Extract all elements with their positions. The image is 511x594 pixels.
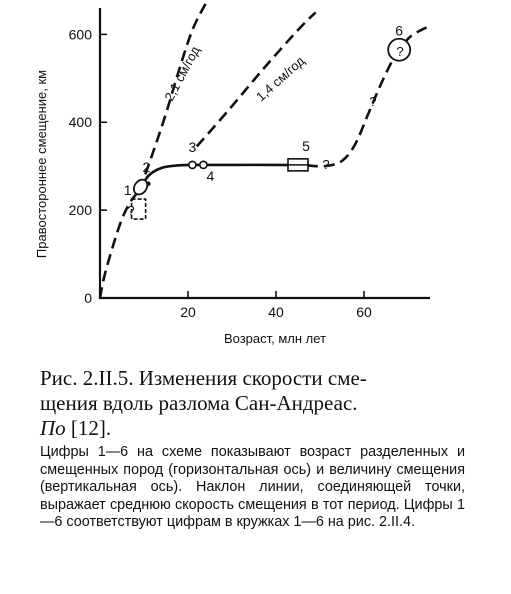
caption-body: Цифры 1—6 на схеме показывают возраст разделенных и смещенных пород (горизонтальная ось) и величину смещения (вертикальная ось). Наклон линии, соединяющей точки, выражает среднюю скорость смещения в тот период. Цифры 1—6 соответствуют цифрам в кружках 1—6 на рис. 2.II.4.	[40, 444, 465, 531]
point-label-2: 2	[142, 158, 151, 175]
x-axis-title: Возраст, млн лет	[223, 331, 327, 346]
y-tick-label-3: 600	[68, 26, 92, 43]
rate-label-1-4: 1,4 см/год	[252, 53, 308, 105]
y-axis-title: Правостороннее смещение, км	[34, 69, 49, 259]
chart-markers	[124, 23, 410, 219]
x-tick-label-0: 20	[180, 304, 196, 320]
question-mark-curve: ?	[369, 94, 377, 109]
caption-line-2: щения вдоль разлома Сан-Андреас.	[40, 391, 358, 415]
caption-source-ref: [12].	[65, 416, 112, 440]
question-mark-6: ?	[396, 44, 404, 59]
rate-label-2-1: 2,1 см/год	[161, 43, 203, 104]
caption-source-italic: По	[40, 416, 66, 440]
caption-line-3	[40, 416, 465, 441]
y-tick-label-0: 0	[84, 290, 92, 306]
y-tick-label-1: 200	[68, 202, 92, 219]
point-label-5: 5	[302, 137, 310, 154]
x-tick-label-1: 40	[268, 304, 284, 320]
series-line-1	[140, 165, 307, 190]
point-marker-2	[146, 182, 150, 186]
caption-line-1: Рис. 2.II.5. Изменения скорости сме-	[40, 366, 367, 390]
point-marker-3	[189, 161, 196, 168]
point-label-4: 4	[206, 167, 215, 184]
point-marker-1	[131, 177, 150, 197]
figure-caption	[40, 366, 465, 441]
question-mark-1: ?	[127, 203, 135, 218]
point-label-1: 1	[123, 182, 132, 199]
question-mark-5: ?	[322, 157, 330, 172]
series-line-4	[197, 12, 316, 146]
point-label-6: 6	[395, 22, 404, 39]
chart-series	[100, 4, 430, 298]
point-label-3: 3	[188, 138, 197, 155]
x-tick-label-2: 60	[356, 304, 372, 320]
y-tick-label-2: 400	[68, 114, 92, 131]
